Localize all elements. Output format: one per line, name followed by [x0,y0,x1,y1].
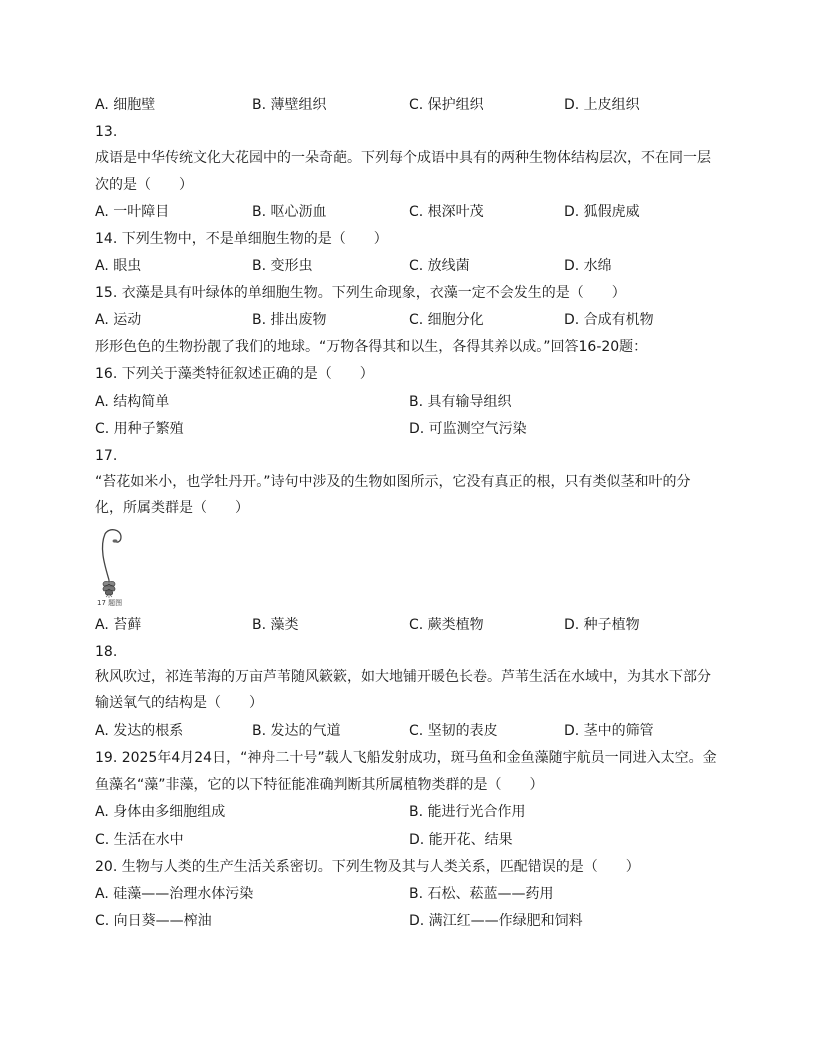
q12-option-d[interactable]: D. 上皮组织 [564,97,640,113]
q12-option-c[interactable]: C. 保护组织 [409,97,484,113]
q15-option-d[interactable]: D. 合成有机物 [564,312,654,328]
q13-number: 13. [95,124,118,140]
q20-option-d[interactable]: D. 满江红——作绿肥和饲料 [409,913,583,929]
q19-option-d[interactable]: D. 能开花、结果 [409,832,513,848]
q14-option-b[interactable]: B. 变形虫 [252,258,313,274]
q14-option-c[interactable]: C. 放线菌 [409,258,470,274]
q19-options-row-1 [95,802,735,822]
q16-option-d[interactable]: D. 可监测空气污染 [409,421,527,437]
q17-stem-line-2: 化，所属类群是（ ） [95,500,249,516]
q16-stem: 16. 下列关于藻类特征叙述正确的是（ ） [95,366,374,382]
q18-option-b[interactable]: B. 发达的气道 [252,723,341,739]
q13-option-c[interactable]: C. 根深叶茂 [409,204,484,220]
q15-options [95,310,735,330]
q19-stem-line-2: 鱼藻名“藻”非藻，它的以下特征能准确判断其所属植物类群的是（ ） [95,777,544,793]
q13-stem-line-2: 次的是（ ） [95,177,193,193]
q19-option-c[interactable]: C. 生活在水中 [95,832,184,848]
q15-option-a[interactable]: A. 运动 [95,312,142,328]
q19-options-row-2 [95,830,735,850]
q16-options-row-2 [95,419,735,439]
q18-options [95,721,735,741]
q13-option-b[interactable]: B. 呕心沥血 [252,204,327,220]
q20-option-b[interactable]: B. 石松、菘蓝——药用 [409,886,554,902]
q15-option-c[interactable]: C. 细胞分化 [409,312,484,328]
q20-option-a[interactable]: A. 硅藻——治理水体污染 [95,886,254,902]
q13-stem-line-1: 成语是中华传统文化大花园中的一朵奇葩。下列每个成语中具有的两种生物体结构层次，不在同一层 [95,150,711,166]
q18-option-d[interactable]: D. 茎中的筛管 [564,723,654,739]
q19-stem-line-1: 19. 2025年4月24日，“神舟二十号”载人飞船发射成功，斑马鱼和金鱼藻随宇航员一同进入太空。金 [95,750,717,766]
q14-stem: 14. 下列生物中，不是单细胞生物的是（ ） [95,231,388,247]
q18-option-c[interactable]: C. 坚韧的表皮 [409,723,498,739]
q13-options [95,202,735,222]
q15-stem: 15. 衣藻是具有叶绿体的单细胞生物。下列生命现象，衣藻一定不会发生的是（ ） [95,285,626,301]
q16-options-row-1 [95,392,735,412]
q16-option-c[interactable]: C. 用种子繁殖 [95,421,184,437]
q14-options [95,256,735,276]
q17-option-d[interactable]: D. 种子植物 [564,617,640,633]
q18-number: 18. [95,644,118,660]
q20-options-row-2 [95,911,735,931]
q20-stem: 20. 生物与人类的生产生活关系密切。下列生物及其与人类关系，匹配错误的是（ ） [95,859,640,875]
group-intro: 形形色色的生物扮靓了我们的地球。“万物各得其和以生，各得其养以成。”回答16-20题： [95,339,648,355]
q16-option-b[interactable]: B. 具有输导组织 [409,394,512,410]
q14-option-d[interactable]: D. 水绵 [564,258,612,274]
q18-stem-line-1: 秋风吹过，祁连苇海的万亩芦苇随风簌簌，如大地铺开暖色长卷。芦苇生活在水域中，为其水下部分 [95,669,711,685]
q17-number: 17. [95,448,118,464]
q12-option-a[interactable]: A. 细胞壁 [95,97,156,113]
q17-options [95,615,735,635]
q16-option-a[interactable]: A. 结构简单 [95,394,170,410]
q20-option-c[interactable]: C. 向日葵——榨油 [95,913,212,929]
q14-option-a[interactable]: A. 眼虫 [95,258,142,274]
q19-option-b[interactable]: B. 能进行光合作用 [409,804,526,820]
q19-option-a[interactable]: A. 身体由多细胞组成 [95,804,226,820]
q20-options-row-1 [95,884,735,904]
moss-illustration [95,528,135,598]
q13-option-d[interactable]: D. 狐假虎威 [564,204,640,220]
q17-stem-line-1: “苔花如米小，也学牡丹开。”诗句中涉及的生物如图所示，它没有真正的根，只有类似茎和叶的分 [95,474,691,490]
q17-option-a[interactable]: A. 苔藓 [95,617,142,633]
q18-stem-line-2: 输送氧气的结构是（ ） [95,695,263,711]
moss-figure [95,528,135,610]
q18-option-a[interactable]: A. 发达的根系 [95,723,184,739]
q12-option-b[interactable]: B. 薄壁组织 [252,97,327,113]
q17-option-c[interactable]: C. 蕨类植物 [409,617,484,633]
q15-option-b[interactable]: B. 排出废物 [252,312,327,328]
figure-caption: 17 题图 [97,599,123,607]
q12-options [95,95,735,115]
q13-option-a[interactable]: A. 一叶障目 [95,204,170,220]
q17-option-b[interactable]: B. 藻类 [252,617,299,633]
